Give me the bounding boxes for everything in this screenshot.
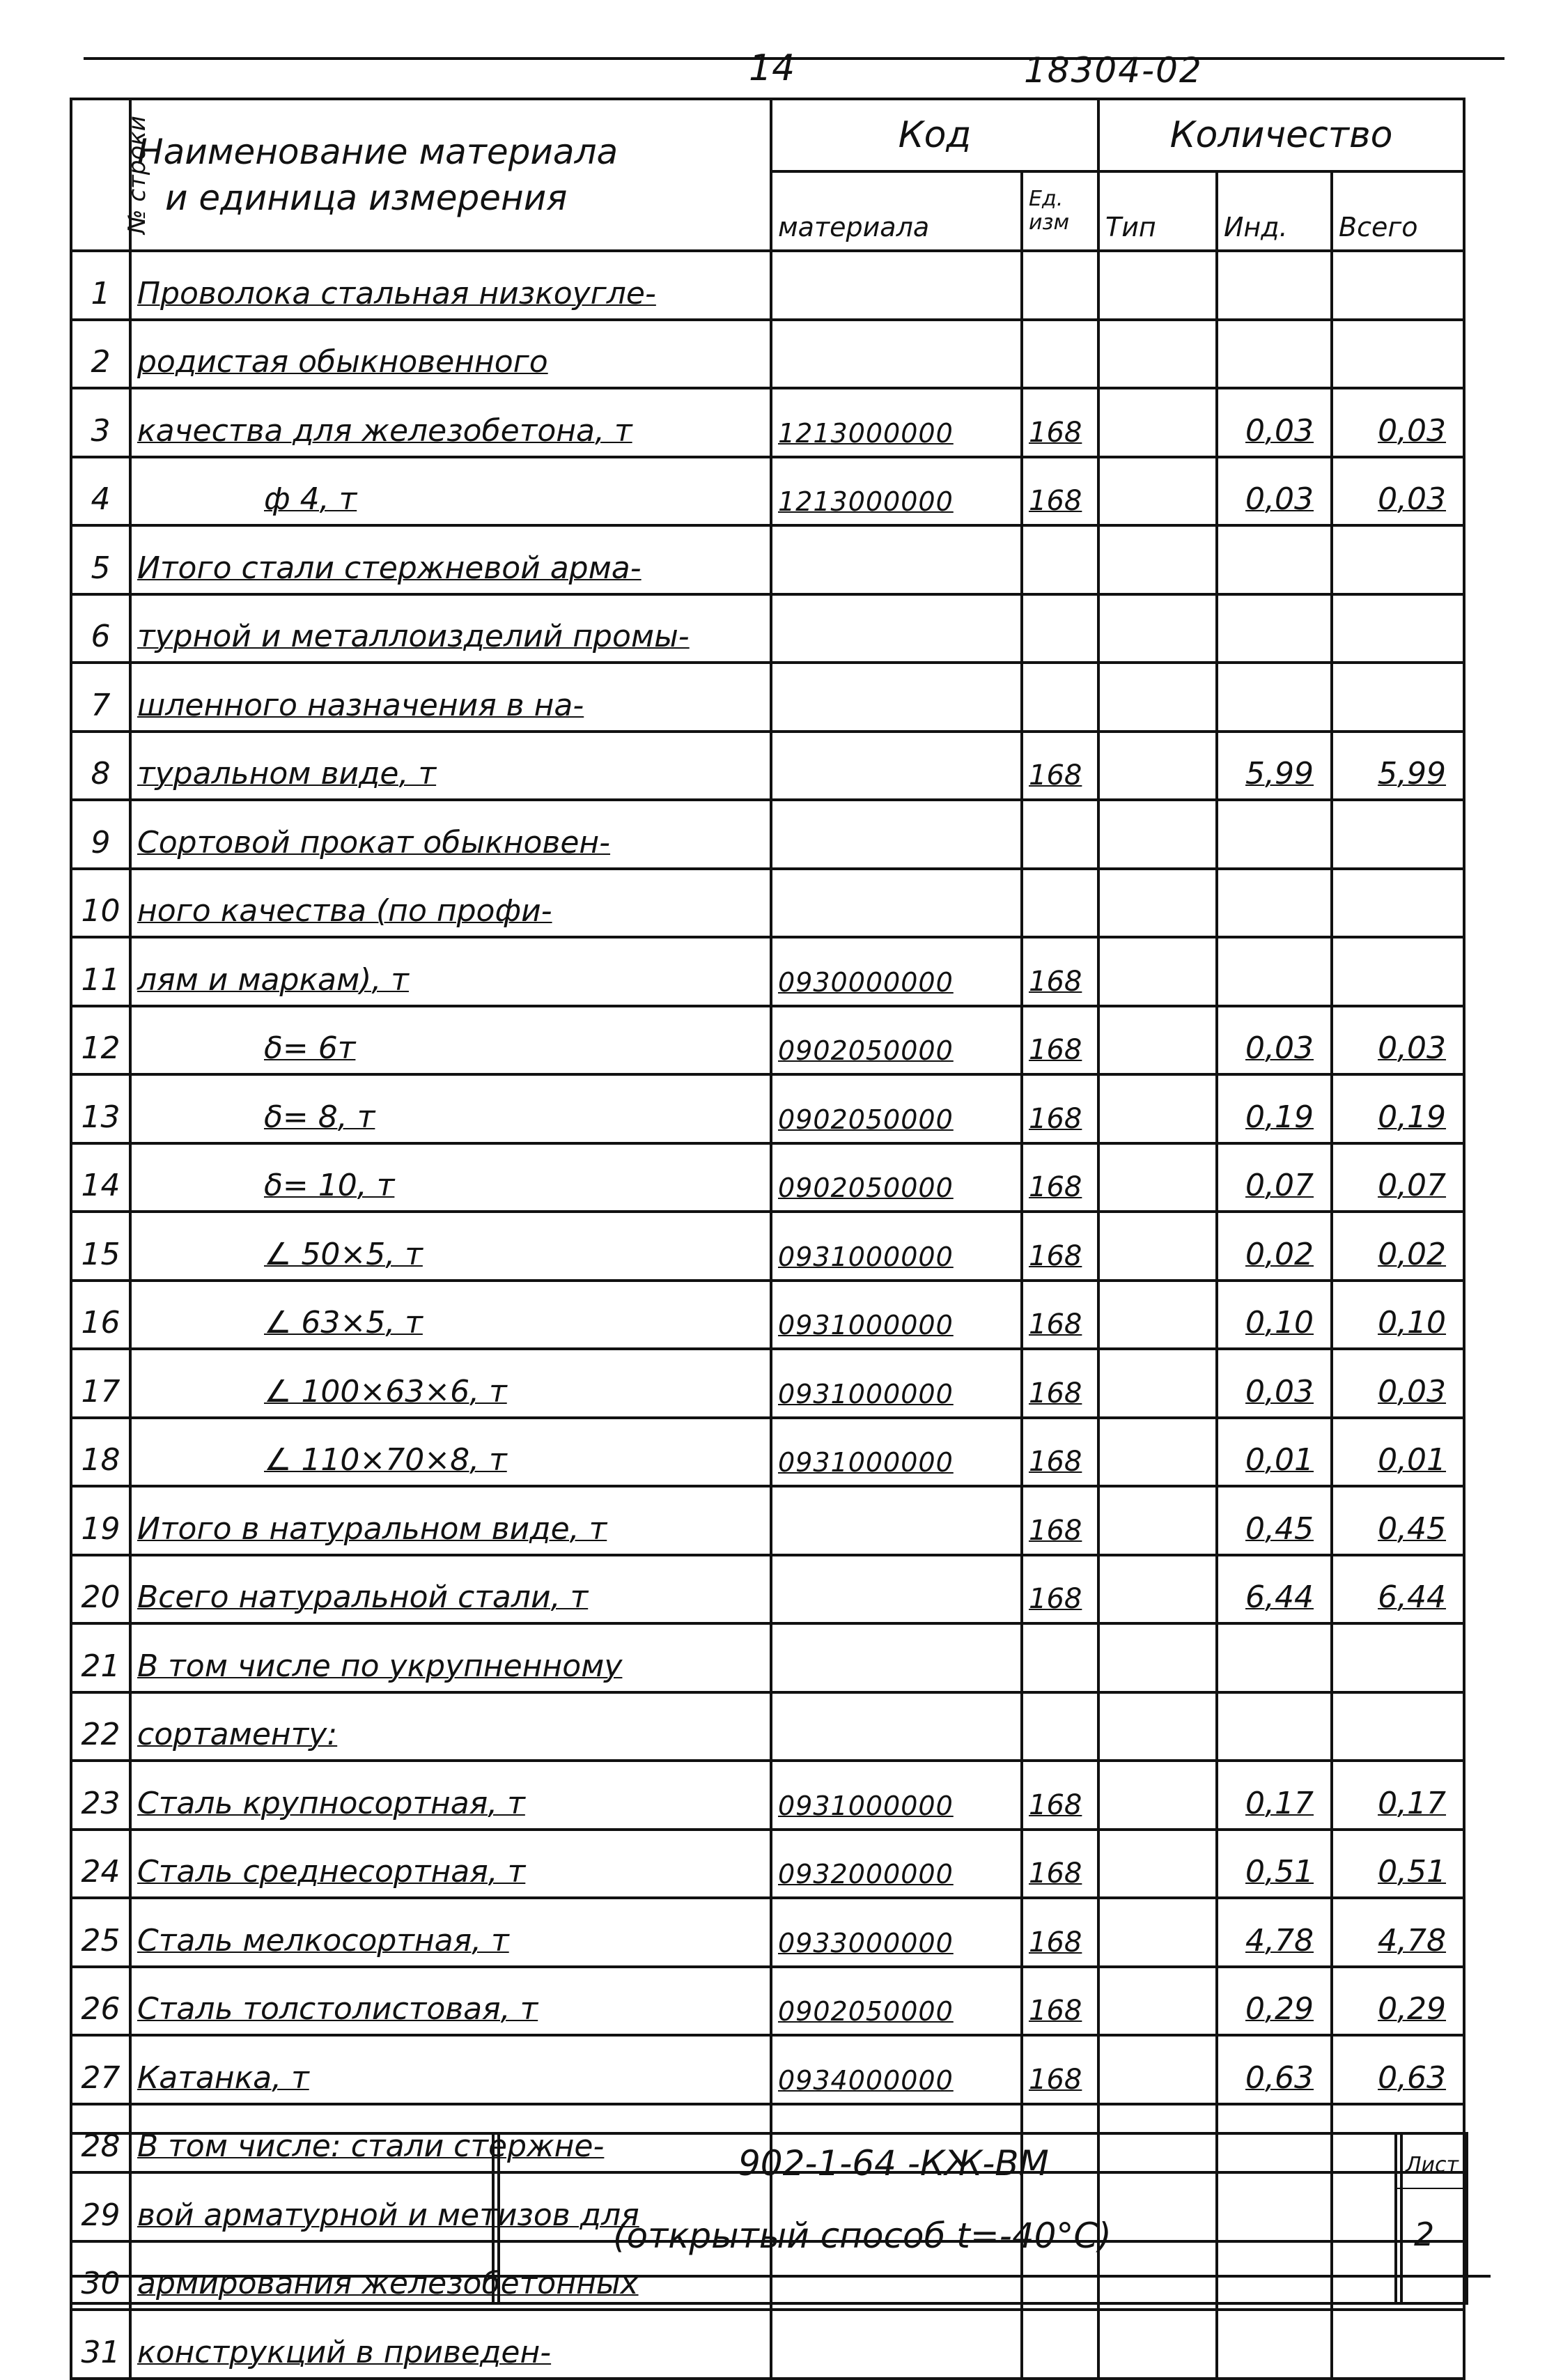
row-number-cell: 1 — [71, 251, 130, 320]
material-name-cell: ф 4, т — [130, 457, 771, 526]
row-number-cell: 14 — [71, 1143, 130, 1212]
unit-code-cell — [1022, 594, 1098, 663]
material-name-header-line2: и единица измерения — [165, 178, 568, 218]
individual-quantity-cell — [1217, 320, 1332, 389]
material-name-cell: сортаменту: — [130, 1692, 771, 1761]
row-number-cell: 18 — [71, 1418, 130, 1487]
individual-quantity-cell: 0,07 — [1217, 1143, 1332, 1212]
material-name-cell: армирования железобетонных — [130, 2241, 771, 2310]
material-name-cell: Итого в натуральном виде, т — [130, 1486, 771, 1555]
material-name-cell: δ= 6т — [130, 1006, 771, 1075]
material-code-cell: 0931000000 — [771, 1281, 1022, 1350]
type-quantity-cell — [1098, 1623, 1217, 1692]
individual-quantity-cell: 0,19 — [1217, 1074, 1332, 1143]
material-name-cell: Катанка, т — [130, 2035, 771, 2104]
material-code-cell — [771, 663, 1022, 732]
table-row — [71, 1006, 1464, 1075]
table-row — [71, 1555, 1464, 1624]
unit-code-cell — [1022, 525, 1098, 594]
row-number-cell: 17 — [71, 1349, 130, 1418]
row-number-cell: 12 — [71, 1006, 130, 1075]
individual-quantity-cell: 0,10 — [1217, 1281, 1332, 1350]
individual-quantity-cell: 0,63 — [1217, 2035, 1332, 2104]
type-quantity-cell — [1098, 1074, 1217, 1143]
table-row — [71, 1143, 1464, 1212]
unit-code-cell — [1022, 1692, 1098, 1761]
row-number-cell: 22 — [71, 1692, 130, 1761]
total-quantity-cell: 0,19 — [1332, 1074, 1464, 1143]
material-name-cell: туральном виде, т — [130, 732, 771, 801]
material-name-cell: Сталь толстолистовая, т — [130, 1967, 771, 2036]
total-quantity-cell: 0,10 — [1332, 1281, 1464, 1350]
total-quantity-cell: 0,63 — [1332, 2035, 1464, 2104]
unit-code-cell: 168 — [1022, 1486, 1098, 1555]
material-code-cell: 0902050000 — [771, 1143, 1022, 1212]
material-name-cell: ∠ 50×5, т — [130, 1212, 771, 1281]
material-name-cell: Сталь среднесортная, т — [130, 1830, 771, 1899]
material-code-cell — [771, 1486, 1022, 1555]
type-quantity-cell — [1098, 1418, 1217, 1487]
row-number-cell: 3 — [71, 388, 130, 457]
table-row — [71, 2035, 1464, 2104]
total-quantity-cell — [1332, 320, 1464, 389]
individual-quantity-cell — [1217, 800, 1332, 869]
individual-quantity-cell — [1217, 663, 1332, 732]
row-number-cell: 11 — [71, 937, 130, 1006]
type-quantity-cell — [1098, 2035, 1217, 2104]
table-row — [71, 1898, 1464, 1967]
row-number-cell: 31 — [71, 2310, 130, 2379]
total-quantity-cell: 0,29 — [1332, 1967, 1464, 2036]
table-row — [71, 800, 1464, 869]
row-number-cell: 13 — [71, 1074, 130, 1143]
material-name-header-line1: Наименование материала — [137, 132, 619, 172]
unit-code-cell: 168 — [1022, 1967, 1098, 2036]
material-name-cell: ∠ 110×70×8, т — [130, 1418, 771, 1487]
header-row-1 — [71, 99, 1464, 171]
material-name-cell: Всего натуральной стали, т — [130, 1555, 771, 1624]
total-quantity-cell — [1332, 1623, 1464, 1692]
individual-quantity-cell: 0,02 — [1217, 1212, 1332, 1281]
type-quantity-cell — [1098, 1212, 1217, 1281]
individual-quantity-cell: 4,78 — [1217, 1898, 1332, 1967]
drawing-code: 902-1-64 -КЖ-ВМ — [738, 2143, 1049, 2184]
individual-quantity-cell: 0,03 — [1217, 457, 1332, 526]
material-name-header — [130, 99, 771, 251]
material-name-cell: Сталь мелкосортная, т — [130, 1898, 771, 1967]
row-number-cell: 30 — [71, 2241, 130, 2310]
material-code-cell — [771, 1623, 1022, 1692]
unit-code-cell: 168 — [1022, 732, 1098, 801]
table-row — [71, 1967, 1464, 2036]
total-quantity-cell — [1332, 937, 1464, 1006]
type-quantity-cell — [1098, 1349, 1217, 1418]
type-quantity-header: Тип — [1098, 171, 1217, 251]
material-name-cell: Сортовой прокат обыкновен- — [130, 800, 771, 869]
type-quantity-cell — [1098, 1143, 1217, 1212]
unit-code-cell: 168 — [1022, 1761, 1098, 1830]
material-name-cell: лям и маркам), т — [130, 937, 771, 1006]
type-quantity-cell — [1098, 1830, 1217, 1899]
type-quantity-cell — [1098, 525, 1217, 594]
material-code-cell — [771, 869, 1022, 938]
material-code-header: материала — [771, 171, 1022, 251]
row-number-cell: 26 — [71, 1967, 130, 2036]
table-row — [71, 1074, 1464, 1143]
material-code-cell: 1213000000 — [771, 457, 1022, 526]
individual-quantity-cell: 0,45 — [1217, 1486, 1332, 1555]
row-number-cell: 28 — [71, 2104, 130, 2173]
unit-code-cell: 168 — [1022, 1281, 1098, 1350]
material-name-cell: родистая обыкновенного — [130, 320, 771, 389]
row-number-cell: 10 — [71, 869, 130, 938]
material-name-cell: турной и металлоизделий промы- — [130, 594, 771, 663]
row-number-cell: 7 — [71, 663, 130, 732]
material-name-cell: конструкций в приведен- — [130, 2310, 771, 2379]
table-row — [71, 320, 1464, 389]
unit-code-cell: 168 — [1022, 1349, 1098, 1418]
drawing-subtitle: (открытый способ t=-40°С) — [613, 2216, 1112, 2256]
row-number-header: № строки — [71, 99, 130, 251]
individual-quantity-cell: 0,01 — [1217, 1418, 1332, 1487]
row-number-cell: 2 — [71, 320, 130, 389]
type-quantity-cell — [1098, 1281, 1217, 1350]
individual-quantity-cell: 0,03 — [1217, 388, 1332, 457]
row-number-cell: 19 — [71, 1486, 130, 1555]
material-code-cell: 0902050000 — [771, 1006, 1022, 1075]
material-name-cell: качества для железобетона, т — [130, 388, 771, 457]
table-row — [71, 525, 1464, 594]
material-code-cell — [771, 594, 1022, 663]
total-quantity-cell: 0,07 — [1332, 1143, 1464, 1212]
title-block — [70, 2132, 1463, 2348]
type-quantity-cell — [1098, 457, 1217, 526]
individual-quantity-cell: 0,03 — [1217, 1006, 1332, 1075]
material-code-cell: 0933000000 — [771, 1898, 1022, 1967]
table-row — [71, 251, 1464, 320]
sheet-label: Лист — [1406, 2153, 1459, 2177]
unit-code-cell: 168 — [1022, 457, 1098, 526]
unit-code-cell — [1022, 251, 1098, 320]
table-row — [71, 1623, 1464, 1692]
material-name-cell: В том числе: стали стержне- — [130, 2104, 771, 2173]
table-row — [71, 1212, 1464, 1281]
type-quantity-cell — [1098, 1761, 1217, 1830]
total-quantity-cell: 0,03 — [1332, 388, 1464, 457]
total-quantity-cell — [1332, 663, 1464, 732]
individual-quantity-cell — [1217, 251, 1332, 320]
total-quantity-cell: 0,51 — [1332, 1830, 1464, 1899]
unit-code-cell: 168 — [1022, 1212, 1098, 1281]
type-quantity-cell — [1098, 1555, 1217, 1624]
individual-quantity-header: Инд. — [1217, 171, 1332, 251]
material-name-cell: Итого стали стержневой арма- — [130, 525, 771, 594]
type-quantity-cell — [1098, 1486, 1217, 1555]
individual-quantity-cell: 0,51 — [1217, 1830, 1332, 1899]
material-code-cell: 0902050000 — [771, 1074, 1022, 1143]
row-number-cell: 27 — [71, 2035, 130, 2104]
total-quantity-header: Всего — [1332, 171, 1464, 251]
total-quantity-cell — [1332, 1692, 1464, 1761]
individual-quantity-cell: 6,44 — [1217, 1555, 1332, 1624]
title-block-left-box — [70, 2132, 500, 2305]
material-name-cell: шленного назначения в на- — [130, 663, 771, 732]
material-name-cell: δ= 8, т — [130, 1074, 771, 1143]
row-number-cell: 16 — [71, 1281, 130, 1350]
type-quantity-cell — [1098, 937, 1217, 1006]
page-number: 14 — [749, 47, 795, 89]
material-code-cell — [771, 1555, 1022, 1624]
row-number-cell: 24 — [71, 1830, 130, 1899]
type-quantity-cell — [1098, 251, 1217, 320]
row-number-cell: 21 — [71, 1623, 130, 1692]
total-quantity-cell: 0,17 — [1332, 1761, 1464, 1830]
type-quantity-cell — [1098, 1006, 1217, 1075]
total-quantity-cell: 0,02 — [1332, 1212, 1464, 1281]
material-code-cell — [771, 320, 1022, 389]
row-number-cell: 23 — [71, 1761, 130, 1830]
material-code-cell: 0931000000 — [771, 1761, 1022, 1830]
material-code-cell: 0932000000 — [771, 1830, 1022, 1899]
row-number-cell: 8 — [71, 732, 130, 801]
code-group-header: Код — [771, 99, 1098, 171]
unit-code-cell — [1022, 663, 1098, 732]
unit-code-cell — [1022, 869, 1098, 938]
row-number-cell: 15 — [71, 1212, 130, 1281]
table-row — [71, 1486, 1464, 1555]
table-row — [71, 1418, 1464, 1487]
table-row — [71, 1349, 1464, 1418]
table-row — [71, 457, 1464, 526]
type-quantity-cell — [1098, 663, 1217, 732]
individual-quantity-cell: 0,17 — [1217, 1761, 1332, 1830]
individual-quantity-cell — [1217, 1692, 1332, 1761]
unit-code-cell — [1022, 320, 1098, 389]
individual-quantity-cell: 5,99 — [1217, 732, 1332, 801]
unit-code-cell — [1022, 800, 1098, 869]
material-specification-table — [70, 98, 1465, 2380]
material-code-cell: 1213000000 — [771, 388, 1022, 457]
material-name-cell: ного качества (по профи- — [130, 869, 771, 938]
type-quantity-cell — [1098, 869, 1217, 938]
material-code-cell: 0902050000 — [771, 1967, 1022, 2036]
row-number-cell: 6 — [71, 594, 130, 663]
material-name-cell: вой арматурной и метизов для — [130, 2172, 771, 2241]
type-quantity-cell — [1098, 1692, 1217, 1761]
material-code-cell — [771, 732, 1022, 801]
total-quantity-cell: 0,03 — [1332, 1349, 1464, 1418]
material-name-cell: ∠ 100×63×6, т — [130, 1349, 771, 1418]
type-quantity-cell — [1098, 1898, 1217, 1967]
total-quantity-cell — [1332, 800, 1464, 869]
material-name-cell: ∠ 63×5, т — [130, 1281, 771, 1350]
table-row — [71, 869, 1464, 938]
unit-code-cell: 168 — [1022, 2035, 1098, 2104]
total-quantity-cell: 4,78 — [1332, 1898, 1464, 1967]
individual-quantity-cell — [1217, 594, 1332, 663]
individual-quantity-cell: 0,03 — [1217, 1349, 1332, 1418]
total-quantity-cell: 0,01 — [1332, 1418, 1464, 1487]
individual-quantity-cell — [1217, 1623, 1332, 1692]
table-row — [71, 732, 1464, 801]
sheet-number: 2 — [1414, 2216, 1435, 2253]
unit-code-cell: 168 — [1022, 1143, 1098, 1212]
row-number-cell: 4 — [71, 457, 130, 526]
unit-code-cell: 168 — [1022, 937, 1098, 1006]
individual-quantity-cell — [1217, 937, 1332, 1006]
unit-code-cell: 168 — [1022, 1418, 1098, 1487]
total-quantity-cell: 5,99 — [1332, 732, 1464, 801]
table-row — [71, 388, 1464, 457]
table-row — [71, 594, 1464, 663]
unit-code-cell: 168 — [1022, 1898, 1098, 1967]
material-code-cell: 0930000000 — [771, 937, 1022, 1006]
type-quantity-cell — [1098, 388, 1217, 457]
row-number-cell: 9 — [71, 800, 130, 869]
total-quantity-cell: 0,45 — [1332, 1486, 1464, 1555]
unit-code-cell — [1022, 1623, 1098, 1692]
material-code-cell — [771, 525, 1022, 594]
individual-quantity-cell — [1217, 869, 1332, 938]
unit-code-header: Ед. изм — [1022, 171, 1098, 251]
row-number-cell: 5 — [71, 525, 130, 594]
total-quantity-cell — [1332, 525, 1464, 594]
type-quantity-cell — [1098, 800, 1217, 869]
row-number-cell: 20 — [71, 1555, 130, 1624]
row-number-cell: 25 — [71, 1898, 130, 1967]
unit-code-cell: 168 — [1022, 1074, 1098, 1143]
individual-quantity-cell: 0,29 — [1217, 1967, 1332, 2036]
total-quantity-cell — [1332, 869, 1464, 938]
material-code-cell: 0931000000 — [771, 1349, 1022, 1418]
material-name-cell: δ= 10, т — [130, 1143, 771, 1212]
sheet-divider — [1394, 2188, 1463, 2189]
material-code-cell — [771, 800, 1022, 869]
document-number: 18304-02 — [1024, 50, 1203, 91]
material-code-cell — [771, 1692, 1022, 1761]
material-name-cell: Проволока стальная низкоугле- — [130, 251, 771, 320]
type-quantity-cell — [1098, 320, 1217, 389]
table-row — [71, 1761, 1464, 1830]
unit-code-cell: 168 — [1022, 1006, 1098, 1075]
type-quantity-cell — [1098, 594, 1217, 663]
unit-code-cell: 168 — [1022, 388, 1098, 457]
type-quantity-cell — [1098, 1967, 1217, 2036]
table-row — [71, 937, 1464, 1006]
material-name-cell: В том числе по укрупненному — [130, 1623, 771, 1692]
total-quantity-cell: 6,44 — [1332, 1555, 1464, 1624]
total-quantity-cell: 0,03 — [1332, 1006, 1464, 1075]
total-quantity-cell — [1332, 594, 1464, 663]
table-row — [71, 1830, 1464, 1899]
material-code-cell — [771, 251, 1022, 320]
unit-code-cell: 168 — [1022, 1830, 1098, 1899]
individual-quantity-cell — [1217, 525, 1332, 594]
type-quantity-cell — [1098, 732, 1217, 801]
material-code-cell: 0931000000 — [771, 1212, 1022, 1281]
material-code-cell: 0934000000 — [771, 2035, 1022, 2104]
total-quantity-cell — [1332, 251, 1464, 320]
row-number-cell: 29 — [71, 2172, 130, 2241]
material-name-cell: Сталь крупносортная, т — [130, 1761, 771, 1830]
unit-code-cell: 168 — [1022, 1555, 1098, 1624]
total-quantity-cell: 0,03 — [1332, 457, 1464, 526]
table-row — [71, 1692, 1464, 1761]
quantity-group-header: Количество — [1098, 99, 1464, 171]
material-code-cell: 0931000000 — [771, 1418, 1022, 1487]
table-row — [71, 663, 1464, 732]
table-row — [71, 1281, 1464, 1350]
